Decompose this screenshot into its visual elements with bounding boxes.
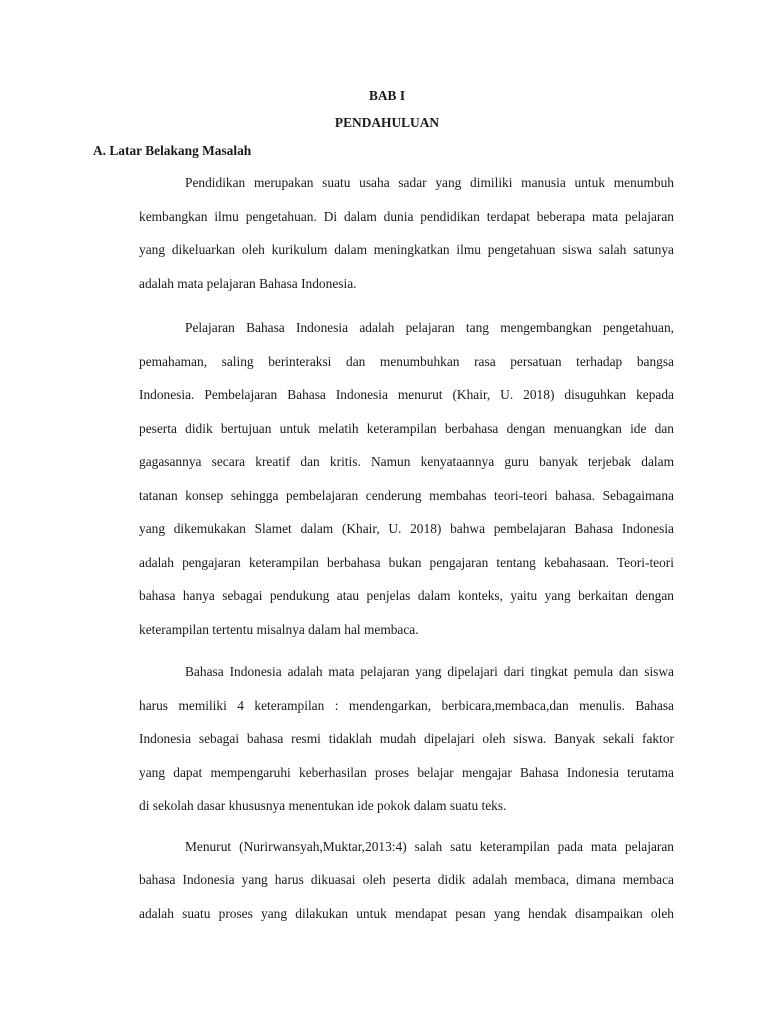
text-line: Pendidikan merupakan suatu usaha sadar yang dimiliki manusia untuk menumbuh	[185, 175, 674, 190]
document-body	[93, 166, 674, 930]
text-line: adalah suatu proses yang dilakukan untuk mendapat pesan yang hendak disampaikan oleh	[139, 905, 674, 921]
text-line: bahasa hanya sebagai pendukung atau penjelas dalam konteks, yaitu yang berkaitan dengan	[139, 588, 674, 603]
section-heading: A. Latar Belakang Masalah	[93, 143, 252, 158]
text-line: Indonesia sebagai bahasa resmi tidaklah mudah dipelajari oleh siswa. Banyak sekali faktor	[139, 731, 674, 746]
text-line: gagasannya secara kreatif dan kritis. Namun kenyataannya guru banyak terjebak dalam	[139, 454, 674, 469]
text-line: Indonesia. Pembelajaran Bahasa Indonesia menurut (Khair, U. 2018) disuguhkan kepada	[139, 387, 674, 402]
text-line: Pelajaran Bahasa Indonesia adalah pelajaran tang mengembangkan pengetahuan,	[185, 320, 674, 335]
text-line: yang dapat mempengaruhi keberhasilan proses belajar mengajar Bahasa Indonesia terutama	[139, 764, 674, 780]
text-line: kembangkan ilmu pengetahuan. Di dalam dunia pendidikan terdapat beberapa mata pelajaran	[139, 208, 674, 224]
text-line: peserta didik bertujuan untuk melatih keterampilan berbahasa dengan menuangkan ide dan	[139, 420, 674, 436]
text-line: tatanan konsep sehingga pembelajaran cenderung membahas teori-teori bahasa. Sebagaimana	[139, 487, 674, 503]
text-line: Menurut (Nurirwansyah,Muktar,2013:4) salah satu keterampilan pada mata pelajaran	[185, 838, 674, 854]
text-line: harus memiliki 4 keterampilan : mendengarkan, berbicara,membaca,dan menulis. Bahasa	[139, 697, 674, 713]
text-line: adalah mata pelajaran Bahasa Indonesia.	[139, 275, 357, 291]
chapter-title: PENDAHULUAN	[334, 115, 440, 130]
text-line: keterampilan tertentu misalnya dalam hal membaca.	[139, 621, 419, 637]
text-line: di sekolah dasar khususnya menentukan ide pokok dalam suatu teks.	[139, 798, 507, 813]
paragraph	[93, 311, 674, 646]
text-line: yang dikemukakan Slamet dalam (Khair, U. 2018) bahwa pembelajaran Bahasa Indonesia	[139, 521, 674, 536]
text-line: bahasa Indonesia yang harus dikuasai oleh peserta didik adalah membaca, dimana membaca	[139, 872, 674, 887]
chapter-number: BAB I	[368, 88, 406, 103]
text-line: pemahaman, saling berinteraksi dan menumbuhkan rasa persatuan terhadap bangsa	[139, 353, 674, 369]
text-line: adalah pengajaran keterampilan berbahasa bukan pengajaran tentang kebahasaan. Teori-teori	[139, 554, 674, 570]
text-line: yang dikeluarkan oleh kurikulum dalam meningkatkan ilmu pengetahuan siswa salah satunya	[139, 242, 674, 257]
paragraph	[93, 830, 674, 931]
text-line: Bahasa Indonesia adalah mata pelajaran yang dipelajari dari tingkat pemula dan siswa	[185, 664, 674, 679]
paragraph	[93, 166, 674, 300]
paragraph	[93, 655, 674, 823]
